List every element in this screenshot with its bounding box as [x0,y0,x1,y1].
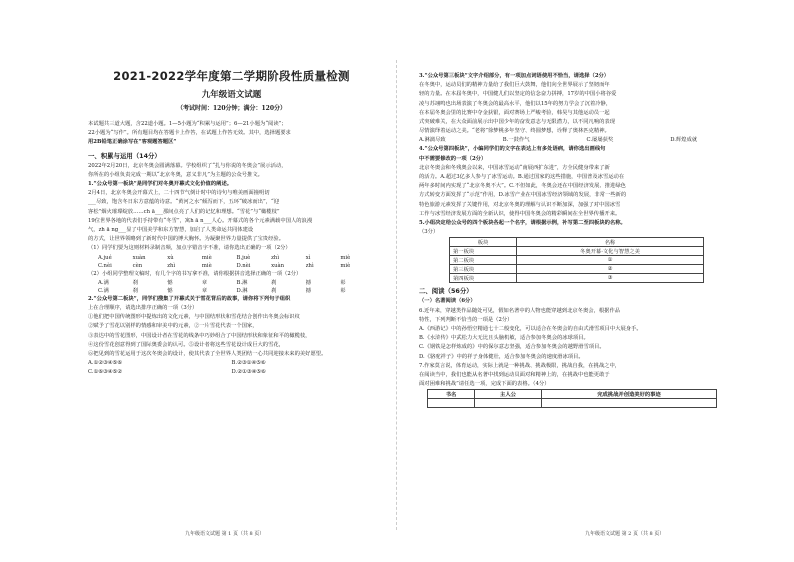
passage-line: 的活力。A.超过3亿多人参与了冰雪运动。B.通过国家的这些措施，中国普及冰雪运动在 [419,174,625,181]
option-line: C.《钢铁是怎样炼成的》中的保尔意志坚强，适合参加冬奥会的越野滑雪项目。 [419,344,605,351]
sub-question-1: （1）同学们要为这则材料录制音频，加点字错音字不准，请你选出正确的一项（2分） [88,245,291,252]
answer-options: C.①⑥③④⑤② D.②①③④⑤⑥ [88,369,266,376]
exam-subtitle: 九年级语文试题 [201,90,262,100]
passage-line: 北京冬奥会和冬残奥会以来，中国冰雪运动“南展西扩东进”，方全民健身带来了新 [419,164,610,171]
char-options: A.满 刹 憾 章 B.淋 刹 撼 彰 [98,279,346,286]
table-header-row [428,390,717,399]
section-name-table [449,237,704,283]
question-6: 6.近年来，穿越类作品随处可见，假如名著中的人物也能穿越到北京冬奥会，根据作品 [419,307,621,314]
table-header-row [450,238,704,247]
passage-line: 19位世界各地的代表们手持带有“冬雪”，寓h ā n___人心。开幕式的各个元素满载中国人的浪漫 [88,217,313,224]
pinyin-options: A.jué xuàn xù miè B.juè zhì xì miè [98,254,351,261]
question-7-cont: 在阅读当中，我们也能从名著中找到运动员面对和精神上的，在挑战中也能更敢于 [419,372,610,379]
question-5-cont: （3分） [419,229,439,236]
right-page [397,0,794,562]
question-2-cont: 上在合理顺序，请选出排序正确的一项（3分） [88,305,198,312]
sentence-option: ②赋予了雪花以别样的情感和审美中的元素，②一片雪花代表一个国家， [88,323,258,330]
question-2: 2.“公众号第二板块”，同学们搜集了开幕式关于雪花背后的故事，请你将下列句子组织 [88,295,291,302]
passage-line: 特色旅游元素发挥了关键作用，对北京冬奥的理解与认识不断加深，加强了对中国冰雪 [419,201,621,208]
table-header-cell: 板块 [450,238,517,247]
table-header-cell: 完成挑战并创造美好的事迹 [542,390,717,399]
answer-options: A.①②③④⑤⑥ B.②③①④⑤⑥ [88,360,266,367]
sub-section-heading: （一）名著阅读（6分） [419,298,476,305]
passage-line: 你所在的小组负责完成一期以“北京冬奥，意义非凡”为主题的公众号推文。 [88,171,263,178]
section-heading: 一、积累与运用（14分） [88,151,161,160]
instruction-line: 本试题共三道大题，含22道小题。1—5小题为“积累与运用”；6—21小题为“阅读”； [88,121,287,127]
table-row: 第四板块 ③ [450,274,704,283]
question-7-cont: 面对困难和挑战”请任选一项，完成下面的表格。（4分） [419,381,550,388]
passage-line: 方式转变方面发挥了“示范”作用，D.冰雪产业在中国冰雪经济领域的发展，非常一些新的 [419,192,627,199]
sentence-option: ①他们把中国传统图形中提炼出的文化元素，与中国结形状和雪花结合创作出冬奥会标识纹 [88,314,300,321]
passage-line: 式突破难关，在大众面前展示出中国少年的奋发意志与无限潜力，以不同凡响的表现 [419,119,615,126]
passage-line: 尽情演绎着运动之美。“老将”徐梦桃多年坚守、终圆梦想，诠释了奥林匹克精神。 [419,128,610,135]
table-header-cell: 名称 [517,238,704,247]
question-7: 7.作家莫言说，体育运动，实际上就是一种挑战、挑战极限，挑战自我，在挑战之中， [419,362,621,369]
option-line: A.《西游记》中的孙悟空精通七十二般变化，可以适合在冬奥会的自由式滑雪项目中大展身手。 [419,326,642,333]
table-header-cell: 书名 [428,390,475,399]
passage-line: 的方式，让世界领略到了新时代中国的博大胸怀。为凝聚世界力量提供了宝贵经验。 [88,236,284,243]
table-row: 第三板块 ② [450,265,704,274]
passage-line: 在冬奥中，运动员们的精神力量给了我们巨大鼓舞，他们向全世界展示了坚韧而年 [419,82,610,89]
table-header-cell: 主人公 [475,390,542,399]
passage-line: ___尽致，饱含冬日东方意蕴的诗意。“黄河之水”倾泻而下，五环“破冰而出”，“迎 [88,199,279,206]
page-footer: 九年级语文试题 第 2 页（共 8 页） [585,531,665,537]
instruction-line: 22小题为“写作”。所有题目均在答题卡上作答，在试题上作答无效。其中，选择题要求 [88,130,291,137]
exam-title: 2021-2022学年度第二学期阶段性质量检测 [113,69,350,83]
passage-line: 凌与苏翊鸣也出场表演了冬奥会的最高水平，他们以15年的努力学会了沉着冷静， [419,100,612,107]
passage-line: 客松”烟火璀璨绽放……ch ā___那间点亮了人们的记忆和理想。“雪花”与“橄榄枝” [88,208,280,215]
question-5: 5.小组决定给公众号的四个板块各起一个名字，请根据示例，补写第二至四板块的名称。 [419,220,626,227]
passage-line: 两年多时间内实现了“北京冬奥不大”。C.不但如此，冬奥会还在中国经济发展、推进绿色 [419,183,626,190]
pinyin-options: C.nèi cèn zhì miè D.nèi xuàn zhì miè [98,262,351,269]
section-heading: 二、阅读（56分） [419,287,473,296]
passage-line: 2022年2月20日，北京冬奥会圆满落幕。学校组织了“扎与你说的冬奥会”展示活动， [88,162,287,169]
reading-table [427,389,717,408]
option-line: D.《骆驼祥子》中的祥子身体健壮，适合参加冬奥会的速度滑冰项目。 [419,353,584,360]
char-options: C.满 刹 憾 章 D.淋 刹 撼 彰 [98,287,346,294]
question-4: 4.“公众号第四板块”，小编同学们的文字在表达上有多处语病，请你选出画线句 [419,146,606,153]
passage-line: 轻的力量。在本届冬奥中，中国健儿们以坚定的信念奋力拼搏，17岁的中国小将谷爱 [419,91,617,98]
passage-line: 2月4日，北京冬奥会开幕式上，二十四节气倒计时中的诗句与唯美画面撞明切 [88,190,270,197]
option-line: B.《水浒传》中武松力大无比且头脑机敏，适合参加冬奥会的冰球项目。 [419,335,589,342]
table-row [428,399,717,408]
sentence-option: ③表达中的雪花图形，中国设计者在雪花的线条中巧妙组合了中国结形状和象征和平的橄榄枝， [88,332,311,339]
table-row: 第二板块 ① [450,256,704,265]
passage-line: 工作与冰雪经济发展方面的全新认识，使得中国冬奥会的精彩瞬间在全世界传播开来。 [419,210,621,217]
page-footer: 九年级语文试题 第 1 页（共 8 页） [185,531,265,537]
passage-line: 在本届冬奥会里的比赛中夺金获银，面对赛场上严峻考验，韩昊与其他运动员一起 [419,109,610,116]
exam-info: （考试时间：120分钟；满分：120分） [176,105,287,112]
question-3: 3.“公众号第三板块”文字介绍部分，有一项加点词语使用不恰当，请选择（2分） [419,73,610,79]
question-4-cont: 中不需要修改的一项（2分） [419,155,487,162]
table-row: 第一板块 冬奥开幕·文化与智慧之美 [450,247,704,256]
sentence-option: ④这份雪花创意得到了国际奥委会的认可。⑤设计者将这些雪花设计成巨大的雪花， [88,341,284,348]
sentence-option: ⑥把见到的雪花运用于这次冬奥会的设计，使其代表了全世界人类团结一心共同迎接未来的美好愿望。 [88,351,327,358]
passage-line: 气，zh ā ng___显了中国美学和东方智慧，加启了人类命运共同体建设 [88,227,254,234]
sub-question-2: （2）小组同学整理文稿时，有几个字的书写拿不准，请你根据拼音选择正确的一项（2分） [88,270,302,277]
question-6-cont: 特性，下列判断不恰当的一项是（2分） [419,316,513,323]
question-1: 1.“公众号第一板块”是同学们对冬奥开幕式文化价值的阐述。 [88,181,233,188]
answer-options: A.淋漓尽致 B.一鼓作气 C.屡屡获奖 D.辉煌成就 [419,137,698,144]
instruction-line: 用2B铅笔正确涂写在“客观题答题区” [88,139,177,146]
